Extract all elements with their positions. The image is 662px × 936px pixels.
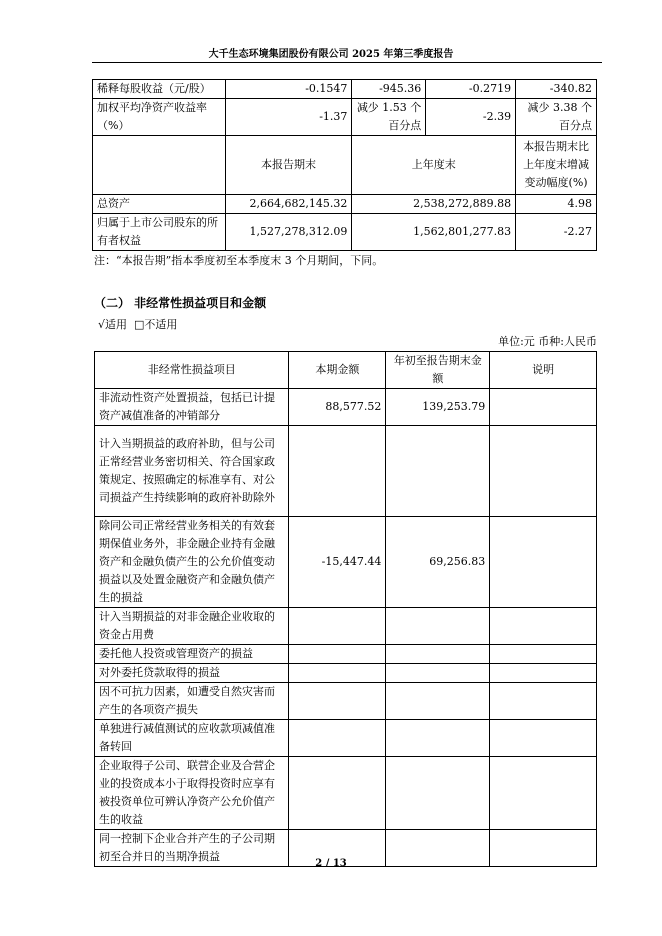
current-amount: [289, 608, 386, 645]
table-row: [95, 645, 597, 664]
cell-value: 1,527,278,312.09: [225, 214, 352, 251]
item-label: 计入当期损益的政府补助，但与公司正常经营业务密切相关、符合国家政策规定、按照确定的标准享有、对公司损益产生持续影响的政府补助除外: [95, 426, 289, 517]
row-label: 归属于上市公司股东的所有者权益: [93, 214, 226, 251]
remark: [490, 757, 597, 830]
remark: [490, 517, 597, 608]
table-row: [95, 757, 597, 830]
cell-value: 1,562,801,277.83: [352, 214, 516, 251]
cell-value: 2,538,272,889.88: [352, 195, 516, 214]
header-rule: [92, 62, 602, 63]
ytd-amount: 139,253.79: [386, 389, 490, 426]
cell-value: -2.39: [426, 99, 516, 136]
table-row: [95, 720, 597, 757]
remark: [490, 389, 597, 426]
table-row: [95, 683, 597, 720]
cell-value: 4.98: [516, 195, 597, 214]
item-label: 因不可抗力因素，如遭受自然灾害而产生的各项资产损失: [95, 683, 289, 720]
ytd-amount: [386, 683, 490, 720]
applicable-checked: √适用: [98, 318, 128, 331]
ytd-amount: [386, 608, 490, 645]
table-row: [95, 426, 597, 517]
item-label: 同一控制下企业合并产生的子公司期初至合并日的当期净损益: [95, 830, 289, 867]
column-header: 本报告期末: [225, 136, 352, 195]
remark: [490, 720, 597, 757]
item-label: 非流动性资产处置损益，包括已计提资产减值准备的冲销部分: [95, 389, 289, 426]
cell-value: 减少 1.53 个百分点: [352, 99, 426, 136]
footnote: 注：“本报告期”指本季度初至本季度末 3 个月期间，下同。: [94, 254, 384, 267]
cell-value: -945.36: [352, 80, 426, 99]
current-amount: [289, 757, 386, 830]
table-row: [93, 214, 597, 251]
table-header-row: [93, 136, 597, 195]
cell-value: -2.27: [516, 214, 597, 251]
column-header: 上年度末: [352, 136, 516, 195]
column-header: 本报告期末比上年度末增减变动幅度(%): [516, 136, 597, 195]
remark: [490, 645, 597, 664]
non-recurring-items-table: [94, 351, 597, 867]
ytd-amount: [386, 720, 490, 757]
table-row: [93, 80, 597, 99]
remark: [490, 426, 597, 517]
ytd-amount: [386, 426, 490, 517]
current-amount: -15,447.44: [289, 517, 386, 608]
table-row: [93, 99, 597, 136]
cell-value: -340.82: [516, 80, 597, 99]
current-amount: [289, 645, 386, 664]
table-row: [95, 389, 597, 426]
row-label: 总资产: [93, 195, 226, 214]
current-amount: [289, 720, 386, 757]
ytd-amount: [386, 645, 490, 664]
current-amount: [289, 426, 386, 517]
table-row: [95, 608, 597, 645]
financial-indicators-table: [92, 79, 597, 251]
currency-unit: 单位:元 币种:人民币: [498, 335, 597, 348]
table-row: [93, 195, 597, 214]
column-header: 本期金额: [289, 352, 386, 389]
cell-value: -0.1547: [225, 80, 352, 99]
item-label: 委托他人投资或管理资产的损益: [95, 645, 289, 664]
table-row: [95, 517, 597, 608]
item-label: 企业取得子公司、联营企业及合营企业的投资成本小于取得投资时应享有被投资单位可辨认净资产公允价值产生的收益: [95, 757, 289, 830]
empty-header-cell: [93, 136, 226, 195]
table-header-row: [95, 352, 597, 389]
ytd-amount: [386, 664, 490, 683]
remark: [490, 683, 597, 720]
cell-value: 2,664,682,145.32: [225, 195, 352, 214]
column-header: 年初至报告期末金额: [386, 352, 490, 389]
applicability: [98, 316, 177, 332]
page-number: 2 / 13: [315, 858, 347, 869]
row-label: 加权平均净资产收益率（%）: [93, 99, 226, 136]
cell-value: 减少 3.38 个百分点: [516, 99, 597, 136]
current-amount: 88,577.52: [289, 389, 386, 426]
cell-value: -0.2719: [426, 80, 516, 99]
not-applicable-box: □不适用: [134, 318, 178, 331]
table-row: [95, 664, 597, 683]
remark: [490, 608, 597, 645]
ytd-amount: 69,256.83: [386, 517, 490, 608]
cell-value: -1.37: [225, 99, 352, 136]
item-label: 单独进行减值测试的应收款项减值准备转回: [95, 720, 289, 757]
item-label: 计入当期损益的对非金融企业收取的资金占用费: [95, 608, 289, 645]
column-header: 说明: [490, 352, 597, 389]
current-amount: [289, 664, 386, 683]
item-label: 对外委托贷款取得的损益: [95, 664, 289, 683]
ytd-amount: [386, 757, 490, 830]
row-label: 稀释每股收益（元/股）: [93, 80, 226, 99]
remark: [490, 664, 597, 683]
current-amount: [289, 683, 386, 720]
column-header: 非经常性损益项目: [95, 352, 289, 389]
section-title: （二） 非经常性损益项目和金额: [94, 296, 267, 310]
item-label: 除同公司正常经营业务相关的有效套期保值业务外，非金融企业持有金融资产和金融负债产生的公允价值变动损益以及处置金融资产和金融负债产生的损益: [95, 517, 289, 608]
report-header: 大千生态环境集团股份有限公司 2025 年第三季度报告: [208, 49, 454, 60]
